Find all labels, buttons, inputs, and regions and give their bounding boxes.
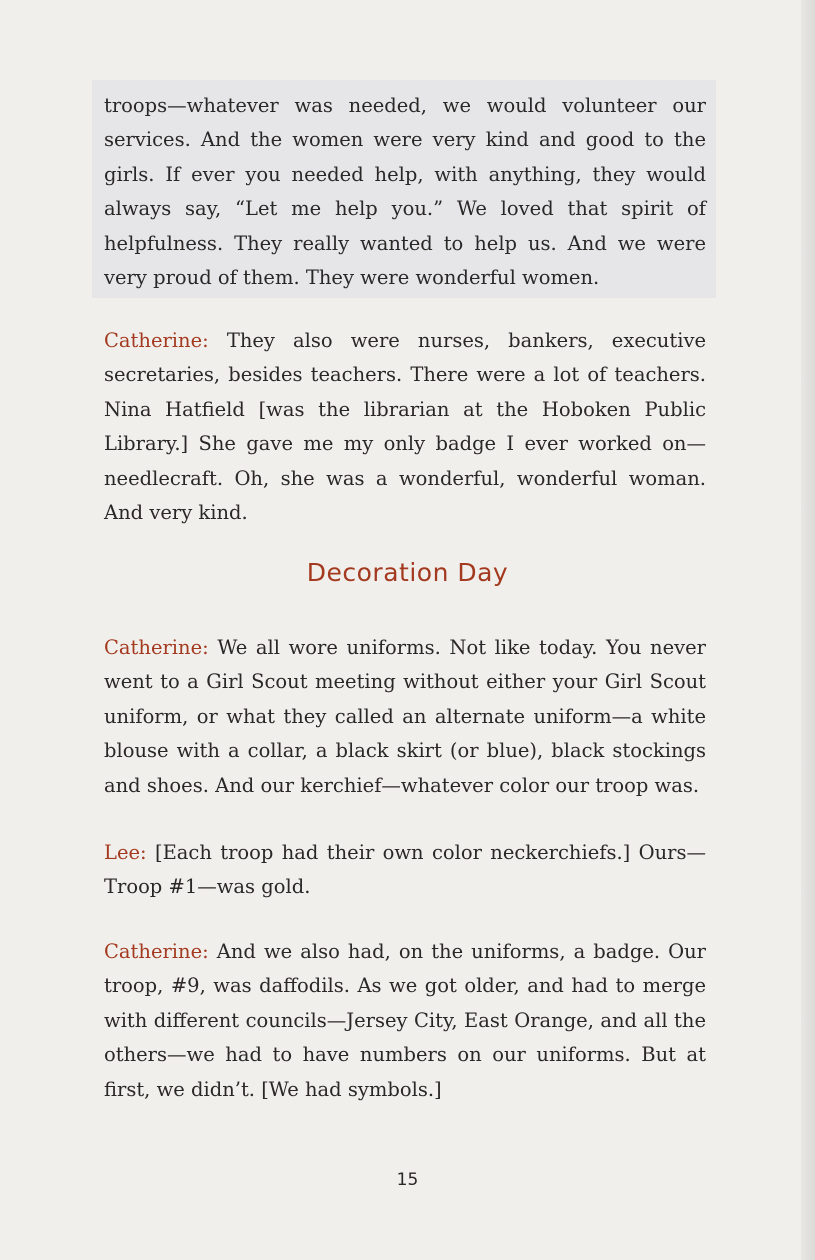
paragraph-5-text: And we also had, on the uniforms, a badge. Our troop, #9, was daffodils. As we got older, and had to merge with different councils—Jersey City, East Orange, and all the others—we had to have numbers on our uniforms. But at first, we didn’t. [We had symbols.] <box>104 940 706 1101</box>
paragraph-4 <box>104 836 706 905</box>
paragraph-1-text: troops—whatever was needed, we would volunteer our services. And the women were very kind and good to the girls. If ever you needed help, with anything, they would always say, “Let me help you.” We loved that spirit of helpfulness. They really wanted to help us. And we were very proud of them. They were wonderful women. <box>104 94 706 290</box>
page-number: 15 <box>396 1170 419 1190</box>
paragraph-4-text: [Each troop had their own color neckerchiefs.] Ours—Troop #1—was gold. <box>104 841 706 899</box>
paragraph-3 <box>104 631 706 803</box>
paragraph-1 <box>104 89 706 295</box>
paragraph-2-text: They also were nurses, bankers, executive secretaries, besides teachers. There were a lot of teachers. Nina Hatfield [was the librarian at the Hoboken Public Library.] She gave me my only badge I ever worked on—needlecraft. Oh, she was a wonderful, wonderful woman. And very kind. <box>104 329 706 525</box>
section-heading: Decoration Day <box>306 558 509 587</box>
paragraph-3-text: We all wore uniforms. Not like today. You never went to a Girl Scout meeting without either your Girl Scout uniform, or what they called an alternate uniform—a white blouse with a collar, a black skirt (or blue), black stockings and shoes. And our kerchief—whatever color our troop was. <box>104 636 706 797</box>
speaker-label: Catherine: <box>104 329 209 352</box>
speaker-label: Catherine: <box>104 940 209 963</box>
paragraph-2 <box>104 324 706 530</box>
paragraph-5 <box>104 935 706 1107</box>
page-edge <box>801 0 815 1260</box>
speaker-label: Catherine: <box>104 636 209 659</box>
speaker-label: Lee: <box>104 841 147 864</box>
